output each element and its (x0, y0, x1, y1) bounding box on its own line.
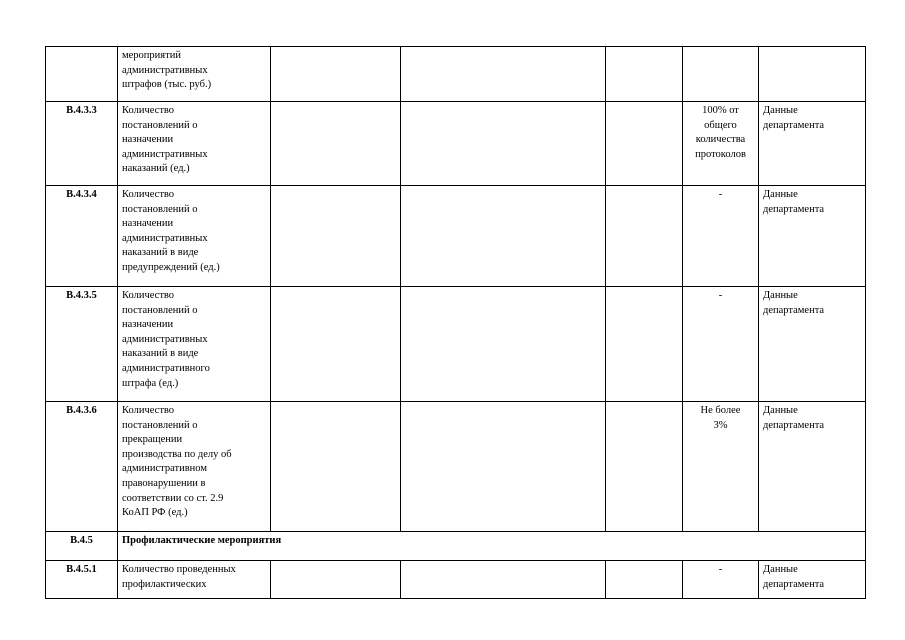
section-code: В.4.5 (46, 532, 118, 561)
indicator-name: Количество постановлений о назначении административных наказаний в виде административного штрафа (ед.) (122, 290, 210, 389)
indicator-source: Данные департамента (763, 564, 825, 590)
empty-cell (271, 186, 401, 287)
empty-cell (606, 47, 683, 102)
empty-cell (271, 287, 401, 402)
empty-cell (401, 47, 606, 102)
empty-cell (606, 561, 683, 599)
table-row (46, 102, 866, 186)
indicator-target: Не более 3% (700, 405, 741, 431)
indicators-table (45, 46, 866, 599)
indicator-code: В.4.3.5 (46, 287, 118, 402)
section-title: Профилактические мероприятия (118, 532, 866, 561)
indicator-source: Данные департамента (763, 290, 825, 316)
indicator-name: мероприятий административных штрафов (тыс. руб.) (122, 50, 212, 91)
empty-cell (401, 287, 606, 402)
table-row (46, 287, 866, 402)
indicator-name: Количество постановлений о назначении административных наказаний (ед.) (122, 105, 208, 175)
indicator-target: 100% от общего количества протоколов (695, 105, 746, 160)
indicator-target: - (718, 290, 723, 301)
indicator-code: В.4.3.4 (46, 186, 118, 287)
indicator-name: Количество постановлений о назначении административных наказаний в виде предупреждений (ед.) (122, 189, 220, 273)
empty-cell (606, 102, 683, 186)
indicator-target: - (718, 189, 723, 200)
empty-cell (271, 561, 401, 599)
empty-cell (606, 186, 683, 287)
section-row (46, 532, 866, 561)
indicator-target: - (718, 564, 723, 575)
indicator-code: В.4.5.1 (46, 561, 118, 599)
indicator-name: Количество постановлений о прекращении производства по делу об административном правонарушении в соответствии со ст. 2.9 КоАП РФ (ед.) (122, 405, 232, 519)
indicator-source: Данные департамента (763, 405, 825, 431)
table-row (46, 561, 866, 599)
indicator-code: В.4.3.3 (46, 102, 118, 186)
empty-cell (606, 402, 683, 532)
indicator-code (46, 47, 118, 102)
empty-cell (401, 561, 606, 599)
table-row (46, 47, 866, 102)
indicator-source: Данные департамента (763, 105, 825, 131)
indicator-source: Данные департамента (763, 189, 825, 215)
table-row (46, 186, 866, 287)
empty-cell (401, 402, 606, 532)
indicator-name: Количество проведенных профилактических (122, 564, 236, 590)
empty-cell (401, 186, 606, 287)
indicator-code: В.4.3.6 (46, 402, 118, 532)
empty-cell (271, 47, 401, 102)
table-row (46, 402, 866, 532)
empty-cell (606, 287, 683, 402)
empty-cell (271, 402, 401, 532)
empty-cell (401, 102, 606, 186)
empty-cell (271, 102, 401, 186)
